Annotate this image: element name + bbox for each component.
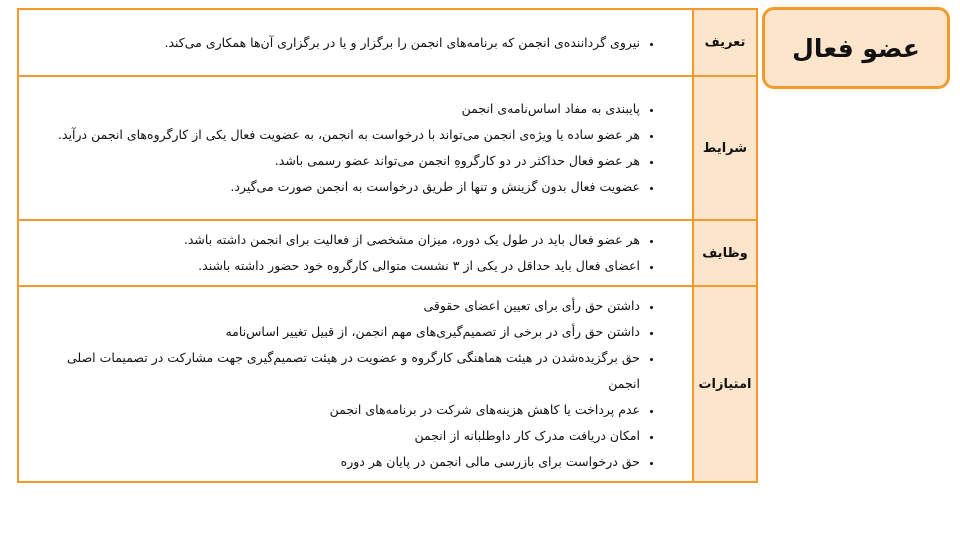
bullet-list xyxy=(41,30,668,56)
list-item: • عضویت فعال بدون گزینش و تنها از طریق درخواست به انجمن صورت می‌گیرد. xyxy=(41,174,640,200)
list-item: • حق درخواست برای بازرسی مالی انجمن در پایان هر دوره xyxy=(41,449,640,475)
row-label: شرایط xyxy=(693,76,757,220)
info-table xyxy=(17,8,758,483)
list-item: • عدم پرداخت یا کاهش هزینه‌های شرکت در برنامه‌های انجمن xyxy=(41,397,640,423)
list-item: • هر عضو ساده یا ویژه‌ی انجمن می‌تواند با درخواست به انجمن، به عضویت فعال یکی از کارگروه‌های انجمن درآید. xyxy=(41,122,640,148)
table-row-definition xyxy=(18,9,757,76)
bullet-list xyxy=(41,96,668,200)
row-label: وظایف xyxy=(693,220,757,286)
list-item: • پایبندی به مفاد اساس‌نامه‌ی انجمن xyxy=(41,96,640,122)
list-item: • حق برگزیده‌شدن در هیئت هماهنگی کارگروه و عضویت در هیئت تصمیم‌گیری جهت مشارکت در تصمیمات اصلی انجمن xyxy=(41,345,640,397)
list-item: • هر عضو فعال باید در طول یک دوره، میزان مشخصی از فعالیت برای انجمن داشته باشد. xyxy=(41,227,640,253)
row-content xyxy=(18,220,693,286)
table-row-privileges xyxy=(18,286,757,482)
row-content xyxy=(18,76,693,220)
table-row-conditions xyxy=(18,76,757,220)
table-row-duties xyxy=(18,220,757,286)
list-item: • امکان دریافت مدرک کار داوطلبانه از انجمن xyxy=(41,423,640,449)
list-item: • داشتن حق رأی برای تعیین اعضای حقوقی xyxy=(41,293,640,319)
list-item: • اعضای فعال باید حداقل در یکی از ۳ نشست متوالی کارگروه خود حضور داشته باشند. xyxy=(41,253,640,279)
page-title: عضو فعال xyxy=(792,33,920,63)
row-label: امتیازات xyxy=(693,286,757,482)
list-item: • هر عضو فعال حداکثر در دو کارگروهِ انجمن می‌تواند عضو رسمی باشد. xyxy=(41,148,640,174)
row-content xyxy=(18,286,693,482)
bullet-list xyxy=(41,293,668,475)
bullet-list xyxy=(41,227,668,279)
row-label: تعریف xyxy=(693,9,757,76)
list-item: • داشتن حق رأی در برخی از تصمیم‌گیری‌های مهم انجمن، از قبیل تغییر اساس‌نامه xyxy=(41,319,640,345)
title-box xyxy=(762,7,950,89)
list-item: • نیروی گرداننده‌ی انجمن که برنامه‌های انجمن را برگزار و یا در برگزاری آن‌ها همکاری می‌کند. xyxy=(41,30,640,56)
row-content xyxy=(18,9,693,76)
